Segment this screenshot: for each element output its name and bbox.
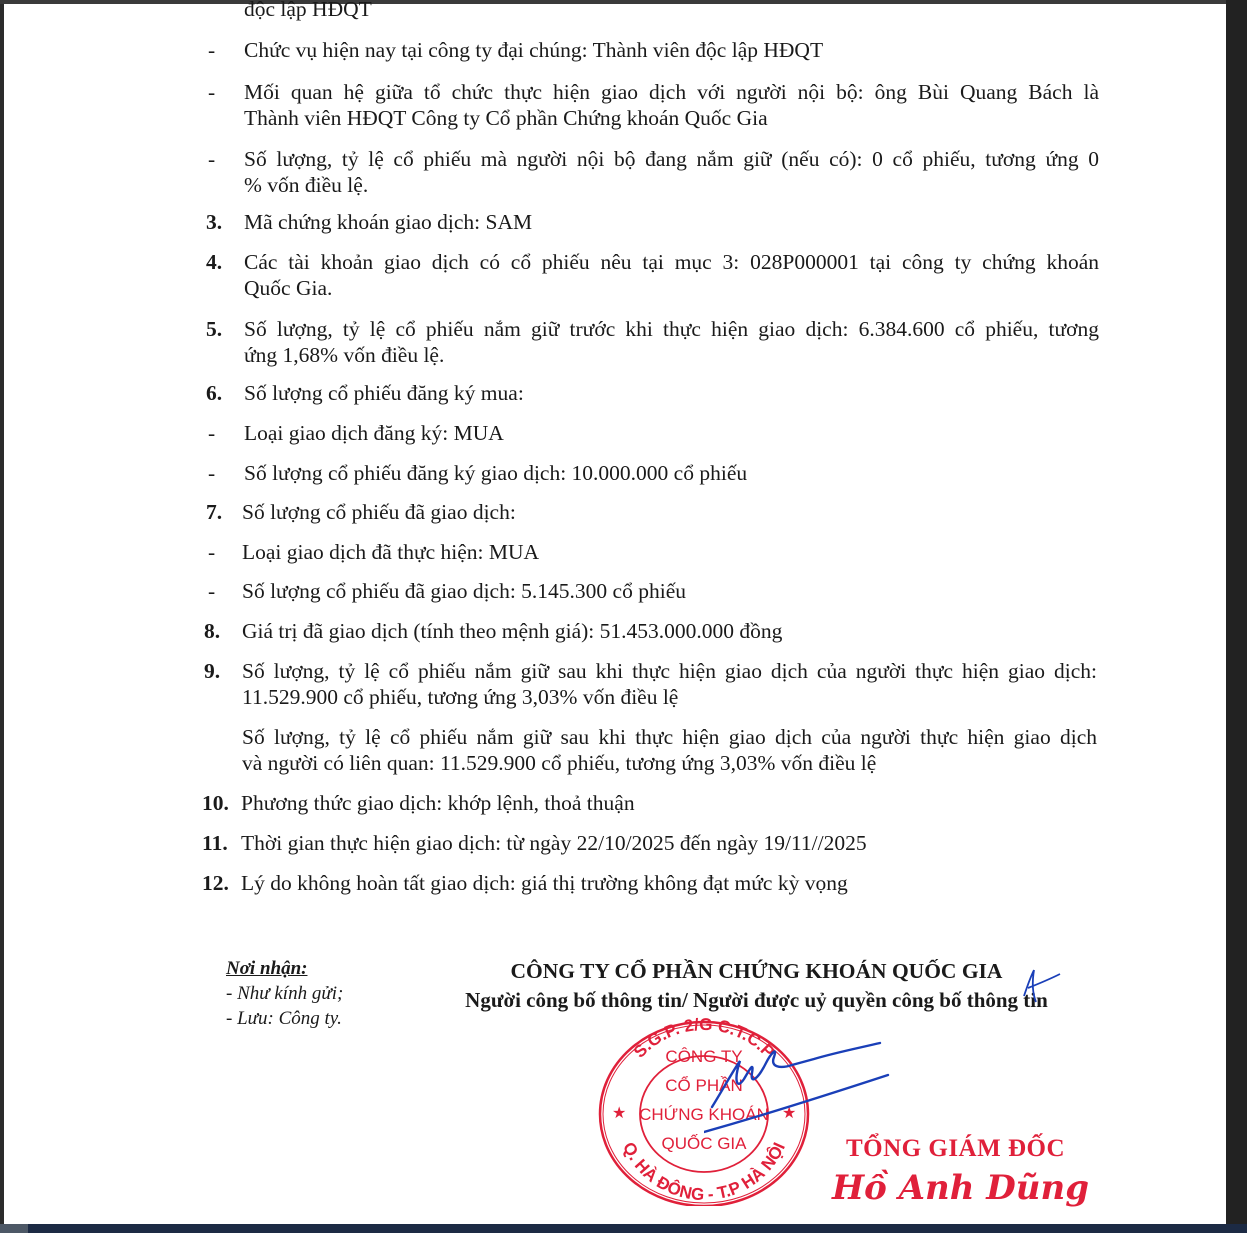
item-6-quantity: Số lượng cổ phiếu đăng ký giao dịch: 10.000.000 cổ phiếu [244, 461, 748, 485]
item-5-line2: ứng 1,68% vốn điều lệ. [244, 343, 445, 367]
top-fragment: độc lập HĐQT [244, 0, 372, 21]
recipient-line: - Lưu: Công ty. [226, 1008, 342, 1029]
recipient-line: - Như kính gửi; [226, 983, 344, 1004]
item-10-text: Phương thức giao dịch: khớp lệnh, thoả thuận [241, 791, 635, 815]
item-number: 4. [206, 250, 223, 274]
item-number: 3. [206, 210, 223, 234]
bullet-insider-holding-line2: % vốn điều lệ. [244, 173, 369, 197]
item-11-text: Thời gian thực hiện giao dịch: từ ngày 22/10/2025 đến ngày 19/11//2025 [241, 831, 867, 855]
stamp-inner-line: CHỨNG KHOÁN [639, 1105, 769, 1124]
item-9-related-line2: và người có liên quan: 11.529.900 cổ phiếu, tương ứng 3,03% vốn điều lệ [242, 751, 877, 775]
signer-role: Người công bố thông tin/ Người được uỷ quyền công bố thông tin [465, 988, 1048, 1012]
item-number: 5. [206, 317, 223, 341]
item-7-text: Số lượng cổ phiếu đã giao dịch: [242, 500, 516, 524]
bullet-dash: - [208, 461, 216, 485]
item-9-line2: 11.529.900 cổ phiếu, tương ứng 3,03% vốn điều lệ [242, 685, 679, 709]
item-9-line1: Số lượng, tỷ lệ cổ phiếu nắm giữ sau khi thực hiện giao dịch của người thực hiện giao dịch: [242, 659, 1097, 683]
item-8-text: Giá trị đã giao dịch (tính theo mệnh giá): 51.453.000.000 đồng [242, 619, 783, 643]
item-number: 11. [202, 831, 228, 855]
svg-text:★: ★ [782, 1105, 797, 1122]
bullet-dash: - [208, 147, 216, 171]
horizontal-scrollbar[interactable] [0, 1224, 1247, 1233]
stamp-outer-top: S.G.P. 2/G C.T.C.P [629, 1016, 779, 1062]
stamp-inner-line: QUỐC GIA [661, 1134, 747, 1153]
item-number: 12. [202, 871, 229, 895]
bullet-relationship-line1: Mối quan hệ giữa tổ chức thực hiện giao dịch với người nội bộ: ông Bùi Quang Bách là [244, 80, 1099, 104]
item-number: 7. [206, 500, 223, 524]
item-4-line2: Quốc Gia. [244, 276, 333, 300]
item-12-text: Lý do không hoàn tất giao dịch: giá thị trường không đạt mức kỳ vọng [241, 871, 848, 895]
item-number: 8. [204, 619, 221, 643]
stamp-inner-line: CỔ PHẦN [665, 1076, 743, 1095]
bullet-dash: - [208, 421, 216, 445]
item-4-line1: Các tài khoản giao dịch có cổ phiếu nêu tại mục 3: 028P000001 tại công ty chứng khoán [244, 250, 1099, 274]
recipients-title: Nơi nhận: [226, 958, 308, 979]
svg-text:★: ★ [612, 1105, 627, 1122]
stamp-outer-bottom: Q. HÀ ĐÔNG - T.P HÀ NỘI [618, 1139, 789, 1205]
bullet-relationship-line2: Thành viên HĐQT Công ty Cổ phần Chứng khoán Quốc Gia [244, 106, 768, 130]
item-number: 6. [206, 381, 223, 405]
item-7-quantity: Số lượng cổ phiếu đã giao dịch: 5.145.300 cổ phiếu [242, 579, 686, 603]
director-name: Hồ Anh Dũng [832, 1168, 1089, 1208]
item-number: 10. [202, 791, 229, 815]
bullet-dash: - [208, 38, 216, 62]
item-6-text: Số lượng cổ phiếu đăng ký mua: [244, 381, 524, 405]
item-5-line1: Số lượng, tỷ lệ cổ phiếu nắm giữ trước khi thực hiện giao dịch: 6.384.600 cổ phiếu, tương [244, 317, 1099, 341]
company-name: CÔNG TY CỔ PHẦN CHỨNG KHOÁN QUỐC GIA [510, 959, 1003, 983]
handwritten-signature-icon [704, 1039, 894, 1149]
initials-mark-icon [1020, 966, 1062, 1008]
item-6-type: Loại giao dịch đăng ký: MUA [244, 421, 504, 445]
item-9-related-line1: Số lượng, tỷ lệ cổ phiếu nắm giữ sau khi thực hiện giao dịch của người thực hiện giao dịch [242, 725, 1097, 749]
item-number: 9. [204, 659, 221, 683]
item-3-text: Mã chứng khoán giao dịch: SAM [244, 210, 533, 234]
bullet-dash: - [208, 579, 216, 603]
bullet-insider-holding-line1: Số lượng, tỷ lệ cổ phiếu mà người nội bộ đang nắm giữ (nếu có): 0 cổ phiếu, tương ứng 0 [244, 147, 1099, 171]
document-page [4, 0, 1226, 1224]
bullet-position: Chức vụ hiện nay tại công ty đại chúng: Thành viên độc lập HĐQT [244, 38, 824, 62]
bullet-dash: - [208, 80, 216, 104]
stamp-inner-line: CÔNG TY [665, 1047, 743, 1066]
scrollbar-thumb[interactable] [0, 1224, 28, 1233]
director-title: TỔNG GIÁM ĐỐC [846, 1135, 1065, 1162]
item-7-type: Loại giao dịch đã thực hiện: MUA [242, 540, 540, 564]
bullet-dash: - [208, 540, 216, 564]
window-right-edge [1226, 0, 1247, 1233]
